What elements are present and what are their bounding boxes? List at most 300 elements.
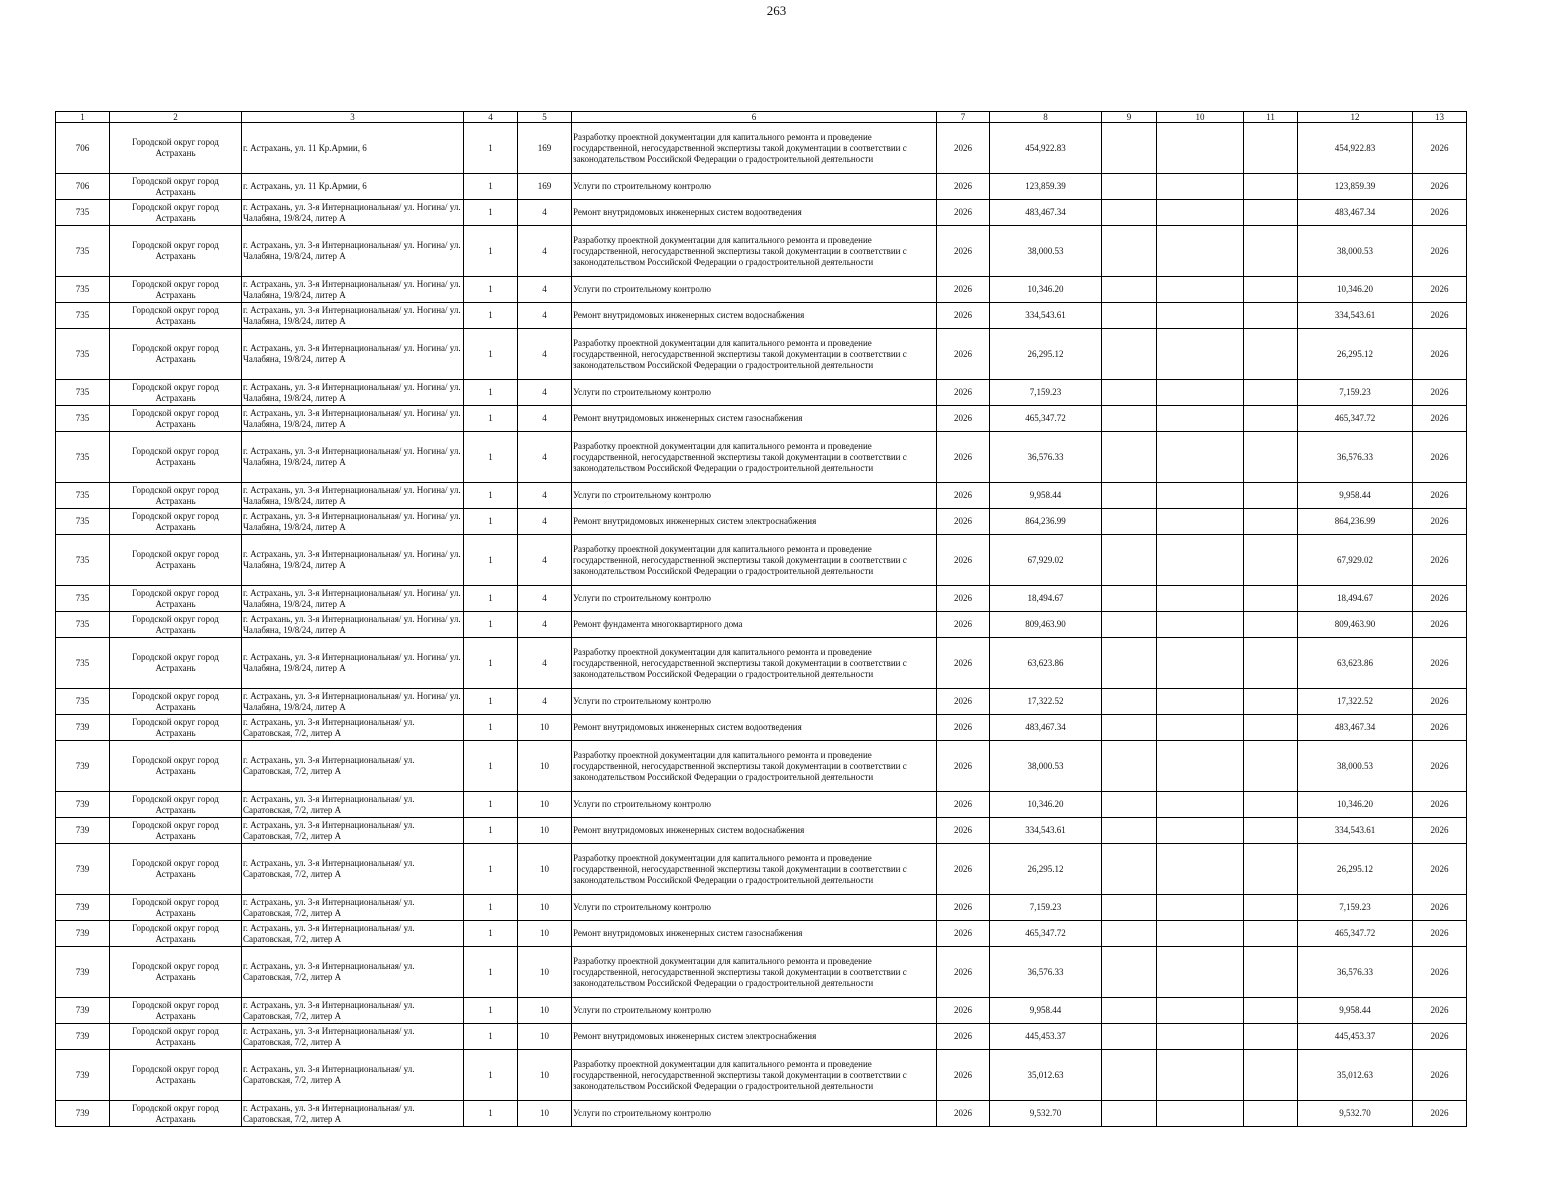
table-row	[56, 1101, 1467, 1127]
col-8-cost: 18,494.67	[990, 586, 1102, 612]
col-11-value	[1244, 483, 1298, 509]
col-11-value	[1244, 792, 1298, 818]
col-12-cost: 36,576.33	[1298, 432, 1413, 483]
col-8-cost: 864,236.99	[990, 509, 1102, 535]
row-number: 739	[56, 1050, 110, 1101]
col-4-value: 1	[464, 947, 518, 998]
col-5-value: 4	[518, 432, 572, 483]
address: г. Астрахань, ул. 3-я Интернациональная/ ул. Саратовская, 7/2, литер А	[242, 844, 464, 895]
col-9-value	[1102, 1050, 1157, 1101]
col-9-value	[1102, 1101, 1157, 1127]
col-9-value	[1102, 612, 1157, 638]
row-number: 735	[56, 638, 110, 689]
col-5-value: 4	[518, 277, 572, 303]
row-number: 739	[56, 792, 110, 818]
table-row	[56, 380, 1467, 406]
col-9-value	[1102, 715, 1157, 741]
col-4-value: 1	[464, 380, 518, 406]
row-number: 735	[56, 509, 110, 535]
municipality: Городской округ город Астрахань	[110, 586, 242, 612]
col-4-value: 1	[464, 1101, 518, 1127]
row-number: 739	[56, 947, 110, 998]
col-12-cost: 9,532.70	[1298, 1101, 1413, 1127]
col-5-value: 4	[518, 200, 572, 226]
col-8-cost: 38,000.53	[990, 226, 1102, 277]
col-4-value: 1	[464, 741, 518, 792]
col-11-value	[1244, 1024, 1298, 1050]
col-10-value	[1157, 612, 1244, 638]
col-5-value: 4	[518, 638, 572, 689]
col-13-year: 2026	[1413, 432, 1467, 483]
col-7-year: 2026	[937, 509, 990, 535]
col-7-year: 2026	[937, 303, 990, 329]
page-number: 263	[766, 3, 787, 18]
address: г. Астрахань, ул. 11 Кр.Армии, 6	[242, 174, 464, 200]
table-row	[56, 174, 1467, 200]
col-11-value	[1244, 123, 1298, 174]
column-number: 3	[242, 112, 464, 123]
col-7-year: 2026	[937, 329, 990, 380]
col-10-value	[1157, 406, 1244, 432]
address: г. Астрахань, ул. 3-я Интернациональная/ ул. Саратовская, 7/2, литер А	[242, 792, 464, 818]
col-8-cost: 26,295.12	[990, 844, 1102, 895]
row-number: 706	[56, 174, 110, 200]
address: г. Астрахань, ул. 3-я Интернациональная/ ул. Ногина/ ул. Чалабяна, 19/8/24, литер А	[242, 406, 464, 432]
col-4-value: 1	[464, 226, 518, 277]
municipality: Городской округ город Астрахань	[110, 483, 242, 509]
col-13-year: 2026	[1413, 200, 1467, 226]
col-12-cost: 17,322.52	[1298, 689, 1413, 715]
col-13-year: 2026	[1413, 792, 1467, 818]
address: г. Астрахань, ул. 3-я Интернациональная/ ул. Ногина/ ул. Чалабяна, 19/8/24, литер А	[242, 509, 464, 535]
municipality: Городской округ город Астрахань	[110, 638, 242, 689]
address: г. Астрахань, ул. 3-я Интернациональная/ ул. Ногина/ ул. Чалабяна, 19/8/24, литер А	[242, 535, 464, 586]
col-12-cost: 67,929.02	[1298, 535, 1413, 586]
col-9-value	[1102, 947, 1157, 998]
col-8-cost: 334,543.61	[990, 303, 1102, 329]
col-5-value: 10	[518, 715, 572, 741]
col-8-cost: 10,346.20	[990, 277, 1102, 303]
col-13-year: 2026	[1413, 380, 1467, 406]
col-5-value: 10	[518, 1024, 572, 1050]
row-number: 706	[56, 123, 110, 174]
row-number: 735	[56, 380, 110, 406]
col-12-cost: 9,958.44	[1298, 483, 1413, 509]
row-number: 735	[56, 535, 110, 586]
col-10-value	[1157, 844, 1244, 895]
table-body	[56, 112, 1467, 1127]
col-5-value: 4	[518, 329, 572, 380]
col-8-cost: 7,159.23	[990, 380, 1102, 406]
col-7-year: 2026	[937, 432, 990, 483]
col-4-value: 1	[464, 818, 518, 844]
work-type: Разработку проектной документации для капитального ремонта и проведение государственной, негосударственной экспертизы такой документации в соответствии с законодательством Российской Федерации о градостроительной деятельности	[572, 1050, 937, 1101]
col-7-year: 2026	[937, 895, 990, 921]
col-11-value	[1244, 818, 1298, 844]
table-row	[56, 483, 1467, 509]
col-12-cost: 36,576.33	[1298, 947, 1413, 998]
col-7-year: 2026	[937, 741, 990, 792]
col-11-value	[1244, 638, 1298, 689]
col-13-year: 2026	[1413, 1101, 1467, 1127]
col-9-value	[1102, 432, 1157, 483]
col-8-cost: 483,467.34	[990, 715, 1102, 741]
table-row	[56, 509, 1467, 535]
col-10-value	[1157, 1024, 1244, 1050]
column-number: 6	[572, 112, 937, 123]
col-7-year: 2026	[937, 483, 990, 509]
col-10-value	[1157, 303, 1244, 329]
table-row	[56, 432, 1467, 483]
table-row	[56, 612, 1467, 638]
municipality: Городской округ город Астрахань	[110, 921, 242, 947]
work-type: Ремонт внутридомовых инженерных систем электроснабжения	[572, 509, 937, 535]
col-13-year: 2026	[1413, 329, 1467, 380]
row-number: 739	[56, 998, 110, 1024]
col-8-cost: 7,159.23	[990, 895, 1102, 921]
work-type: Услуги по строительному контролю	[572, 998, 937, 1024]
address: г. Астрахань, ул. 3-я Интернациональная/ ул. Ногина/ ул. Чалабяна, 19/8/24, литер А	[242, 483, 464, 509]
work-type: Разработку проектной документации для капитального ремонта и проведение государственной, негосударственной экспертизы такой документации в соответствии с законодательством Российской Федерации о градостроительной деятельности	[572, 638, 937, 689]
col-8-cost: 9,958.44	[990, 998, 1102, 1024]
col-5-value: 10	[518, 1101, 572, 1127]
work-type: Ремонт внутридомовых инженерных систем электроснабжения	[572, 1024, 937, 1050]
address: г. Астрахань, ул. 3-я Интернациональная/ ул. Ногина/ ул. Чалабяна, 19/8/24, литер А	[242, 303, 464, 329]
table-row	[56, 535, 1467, 586]
col-9-value	[1102, 123, 1157, 174]
col-9-value	[1102, 792, 1157, 818]
table-row	[56, 947, 1467, 998]
col-4-value: 1	[464, 483, 518, 509]
col-4-value: 1	[464, 921, 518, 947]
table-row	[56, 277, 1467, 303]
col-12-cost: 9,958.44	[1298, 998, 1413, 1024]
municipality: Городской округ город Астрахань	[110, 1024, 242, 1050]
col-7-year: 2026	[937, 612, 990, 638]
col-9-value	[1102, 303, 1157, 329]
work-type: Услуги по строительному контролю	[572, 1101, 937, 1127]
col-12-cost: 465,347.72	[1298, 921, 1413, 947]
col-8-cost: 445,453.37	[990, 1024, 1102, 1050]
col-10-value	[1157, 895, 1244, 921]
row-number: 739	[56, 741, 110, 792]
col-13-year: 2026	[1413, 586, 1467, 612]
table-row	[56, 741, 1467, 792]
col-11-value	[1244, 432, 1298, 483]
work-type: Ремонт внутридомовых инженерных систем водоснабжения	[572, 818, 937, 844]
col-8-cost: 36,576.33	[990, 947, 1102, 998]
col-12-cost: 10,346.20	[1298, 277, 1413, 303]
row-number: 739	[56, 1024, 110, 1050]
col-13-year: 2026	[1413, 226, 1467, 277]
municipality: Городской округ город Астрахань	[110, 123, 242, 174]
work-type: Ремонт внутридомовых инженерных систем водоотведения	[572, 715, 937, 741]
col-11-value	[1244, 535, 1298, 586]
col-9-value	[1102, 509, 1157, 535]
municipality: Городской округ город Астрахань	[110, 1101, 242, 1127]
col-10-value	[1157, 174, 1244, 200]
col-12-cost: 38,000.53	[1298, 741, 1413, 792]
col-5-value: 4	[518, 303, 572, 329]
col-10-value	[1157, 947, 1244, 998]
col-13-year: 2026	[1413, 1050, 1467, 1101]
address: г. Астрахань, ул. 3-я Интернациональная/ ул. Ногина/ ул. Чалабяна, 19/8/24, литер А	[242, 380, 464, 406]
address: г. Астрахань, ул. 3-я Интернациональная/ ул. Ногина/ ул. Чалабяна, 19/8/24, литер А	[242, 612, 464, 638]
work-type: Разработку проектной документации для капитального ремонта и проведение государственной, негосударственной экспертизы такой документации в соответствии с законодательством Российской Федерации о градостроительной деятельности	[572, 123, 937, 174]
works-table	[55, 111, 1467, 1127]
row-number: 739	[56, 895, 110, 921]
municipality: Городской округ город Астрахань	[110, 380, 242, 406]
col-8-cost: 26,295.12	[990, 329, 1102, 380]
col-9-value	[1102, 844, 1157, 895]
col-12-cost: 123,859.39	[1298, 174, 1413, 200]
col-7-year: 2026	[937, 792, 990, 818]
col-7-year: 2026	[937, 921, 990, 947]
col-11-value	[1244, 509, 1298, 535]
col-11-value	[1244, 947, 1298, 998]
row-number: 735	[56, 277, 110, 303]
col-8-cost: 9,958.44	[990, 483, 1102, 509]
col-10-value	[1157, 123, 1244, 174]
col-11-value	[1244, 277, 1298, 303]
address: г. Астрахань, ул. 3-я Интернациональная/ ул. Ногина/ ул. Чалабяна, 19/8/24, литер А	[242, 689, 464, 715]
col-9-value	[1102, 586, 1157, 612]
col-7-year: 2026	[937, 1024, 990, 1050]
table-row	[56, 200, 1467, 226]
work-type: Разработку проектной документации для капитального ремонта и проведение государственной, негосударственной экспертизы такой документации в соответствии с законодательством Российской Федерации о градостроительной деятельности	[572, 226, 937, 277]
work-type: Услуги по строительному контролю	[572, 586, 937, 612]
col-10-value	[1157, 483, 1244, 509]
col-13-year: 2026	[1413, 689, 1467, 715]
col-11-value	[1244, 1050, 1298, 1101]
address: г. Астрахань, ул. 3-я Интернациональная/ ул. Ногина/ ул. Чалабяна, 19/8/24, литер А	[242, 200, 464, 226]
municipality: Городской округ город Астрахань	[110, 200, 242, 226]
col-5-value: 4	[518, 612, 572, 638]
col-4-value: 1	[464, 200, 518, 226]
municipality: Городской округ город Астрахань	[110, 509, 242, 535]
work-type: Ремонт внутридомовых инженерных систем газоснабжения	[572, 921, 937, 947]
col-10-value	[1157, 432, 1244, 483]
municipality: Городской округ город Астрахань	[110, 792, 242, 818]
col-5-value: 4	[518, 380, 572, 406]
col-12-cost: 445,453.37	[1298, 1024, 1413, 1050]
col-7-year: 2026	[937, 1101, 990, 1127]
column-number: 5	[518, 112, 572, 123]
col-8-cost: 10,346.20	[990, 792, 1102, 818]
column-number-row	[56, 112, 1467, 123]
col-13-year: 2026	[1413, 818, 1467, 844]
address: г. Астрахань, ул. 3-я Интернациональная/ ул. Ногина/ ул. Чалабяна, 19/8/24, литер А	[242, 329, 464, 380]
col-5-value: 10	[518, 998, 572, 1024]
col-13-year: 2026	[1413, 844, 1467, 895]
column-number: 8	[990, 112, 1102, 123]
col-10-value	[1157, 509, 1244, 535]
col-13-year: 2026	[1413, 174, 1467, 200]
col-11-value	[1244, 715, 1298, 741]
work-type: Ремонт внутридомовых инженерных систем водоотведения	[572, 200, 937, 226]
col-5-value: 4	[518, 483, 572, 509]
col-10-value	[1157, 741, 1244, 792]
col-5-value: 10	[518, 1050, 572, 1101]
col-5-value: 10	[518, 947, 572, 998]
col-8-cost: 334,543.61	[990, 818, 1102, 844]
table-row	[56, 921, 1467, 947]
col-8-cost: 809,463.90	[990, 612, 1102, 638]
work-type: Услуги по строительному контролю	[572, 277, 937, 303]
col-11-value	[1244, 586, 1298, 612]
col-12-cost: 38,000.53	[1298, 226, 1413, 277]
col-4-value: 1	[464, 1050, 518, 1101]
col-11-value	[1244, 998, 1298, 1024]
col-13-year: 2026	[1413, 638, 1467, 689]
col-5-value: 10	[518, 792, 572, 818]
col-7-year: 2026	[937, 586, 990, 612]
col-5-value: 10	[518, 921, 572, 947]
col-9-value	[1102, 818, 1157, 844]
row-number: 735	[56, 226, 110, 277]
col-7-year: 2026	[937, 200, 990, 226]
row-number: 735	[56, 432, 110, 483]
col-11-value	[1244, 303, 1298, 329]
col-9-value	[1102, 895, 1157, 921]
municipality: Городской округ город Астрахань	[110, 432, 242, 483]
municipality: Городской округ город Астрахань	[110, 303, 242, 329]
col-8-cost: 465,347.72	[990, 406, 1102, 432]
table-row	[56, 586, 1467, 612]
col-10-value	[1157, 818, 1244, 844]
table-row	[56, 844, 1467, 895]
work-type: Услуги по строительному контролю	[572, 895, 937, 921]
col-11-value	[1244, 1101, 1298, 1127]
address: г. Астрахань, ул. 3-я Интернациональная/ ул. Саратовская, 7/2, литер А	[242, 921, 464, 947]
col-5-value: 4	[518, 406, 572, 432]
col-8-cost: 63,623.86	[990, 638, 1102, 689]
col-10-value	[1157, 921, 1244, 947]
col-8-cost: 17,322.52	[990, 689, 1102, 715]
col-12-cost: 334,543.61	[1298, 818, 1413, 844]
col-4-value: 1	[464, 689, 518, 715]
table-row	[56, 303, 1467, 329]
table-row	[56, 792, 1467, 818]
col-11-value	[1244, 174, 1298, 200]
col-13-year: 2026	[1413, 947, 1467, 998]
col-7-year: 2026	[937, 174, 990, 200]
work-type: Ремонт внутридомовых инженерных систем газоснабжения	[572, 406, 937, 432]
work-type: Разработку проектной документации для капитального ремонта и проведение государственной, негосударственной экспертизы такой документации в соответствии с законодательством Российской Федерации о градостроительной деятельности	[572, 432, 937, 483]
table-row	[56, 329, 1467, 380]
col-5-value: 10	[518, 741, 572, 792]
col-10-value	[1157, 277, 1244, 303]
col-7-year: 2026	[937, 406, 990, 432]
address: г. Астрахань, ул. 3-я Интернациональная/ ул. Саратовская, 7/2, литер А	[242, 715, 464, 741]
row-number: 739	[56, 1101, 110, 1127]
col-5-value: 10	[518, 818, 572, 844]
table-row	[56, 1024, 1467, 1050]
col-9-value	[1102, 741, 1157, 792]
col-13-year: 2026	[1413, 123, 1467, 174]
col-7-year: 2026	[937, 1050, 990, 1101]
address: г. Астрахань, ул. 3-я Интернациональная/ ул. Ногина/ ул. Чалабяна, 19/8/24, литер А	[242, 432, 464, 483]
col-4-value: 1	[464, 715, 518, 741]
col-12-cost: 35,012.63	[1298, 1050, 1413, 1101]
col-12-cost: 809,463.90	[1298, 612, 1413, 638]
col-11-value	[1244, 895, 1298, 921]
col-13-year: 2026	[1413, 998, 1467, 1024]
col-12-cost: 483,467.34	[1298, 200, 1413, 226]
row-number: 735	[56, 689, 110, 715]
col-11-value	[1244, 200, 1298, 226]
col-4-value: 1	[464, 123, 518, 174]
col-10-value	[1157, 689, 1244, 715]
address: г. Астрахань, ул. 3-я Интернациональная/ ул. Саратовская, 7/2, литер А	[242, 818, 464, 844]
col-9-value	[1102, 200, 1157, 226]
col-12-cost: 26,295.12	[1298, 329, 1413, 380]
col-7-year: 2026	[937, 844, 990, 895]
col-11-value	[1244, 226, 1298, 277]
table-row	[56, 895, 1467, 921]
col-9-value	[1102, 406, 1157, 432]
work-type: Услуги по строительному контролю	[572, 689, 937, 715]
col-7-year: 2026	[937, 947, 990, 998]
column-number: 11	[1244, 112, 1298, 123]
col-5-value: 4	[518, 226, 572, 277]
work-type: Услуги по строительному контролю	[572, 483, 937, 509]
municipality: Городской округ город Астрахань	[110, 741, 242, 792]
col-12-cost: 7,159.23	[1298, 380, 1413, 406]
table-row	[56, 1050, 1467, 1101]
col-11-value	[1244, 741, 1298, 792]
address: г. Астрахань, ул. 3-я Интернациональная/ ул. Саратовская, 7/2, литер А	[242, 741, 464, 792]
col-13-year: 2026	[1413, 895, 1467, 921]
municipality: Городской округ город Астрахань	[110, 998, 242, 1024]
work-type: Услуги по строительному контролю	[572, 792, 937, 818]
col-13-year: 2026	[1413, 535, 1467, 586]
row-number: 739	[56, 921, 110, 947]
col-9-value	[1102, 638, 1157, 689]
column-number: 4	[464, 112, 518, 123]
col-8-cost: 35,012.63	[990, 1050, 1102, 1101]
table-row	[56, 406, 1467, 432]
col-12-cost: 465,347.72	[1298, 406, 1413, 432]
municipality: Городской округ город Астрахань	[110, 535, 242, 586]
col-4-value: 1	[464, 895, 518, 921]
col-5-value: 4	[518, 689, 572, 715]
address: г. Астрахань, ул. 3-я Интернациональная/ ул. Саратовская, 7/2, литер А	[242, 1101, 464, 1127]
col-9-value	[1102, 329, 1157, 380]
col-13-year: 2026	[1413, 715, 1467, 741]
municipality: Городской округ город Астрахань	[110, 329, 242, 380]
col-9-value	[1102, 998, 1157, 1024]
col-12-cost: 10,346.20	[1298, 792, 1413, 818]
col-7-year: 2026	[937, 277, 990, 303]
municipality: Городской округ город Астрахань	[110, 406, 242, 432]
address: г. Астрахань, ул. 3-я Интернациональная/ ул. Ногина/ ул. Чалабяна, 19/8/24, литер А	[242, 226, 464, 277]
col-5-value: 169	[518, 123, 572, 174]
col-9-value	[1102, 380, 1157, 406]
col-4-value: 1	[464, 329, 518, 380]
row-number: 735	[56, 483, 110, 509]
col-10-value	[1157, 380, 1244, 406]
work-type: Разработку проектной документации для капитального ремонта и проведение государственной, негосударственной экспертизы такой документации в соответствии с законодательством Российской Федерации о градостроительной деятельности	[572, 844, 937, 895]
col-9-value	[1102, 483, 1157, 509]
col-4-value: 1	[464, 277, 518, 303]
work-type: Услуги по строительному контролю	[572, 380, 937, 406]
municipality: Городской округ город Астрахань	[110, 174, 242, 200]
col-8-cost: 38,000.53	[990, 741, 1102, 792]
col-11-value	[1244, 329, 1298, 380]
col-9-value	[1102, 921, 1157, 947]
municipality: Городской округ город Астрахань	[110, 1050, 242, 1101]
